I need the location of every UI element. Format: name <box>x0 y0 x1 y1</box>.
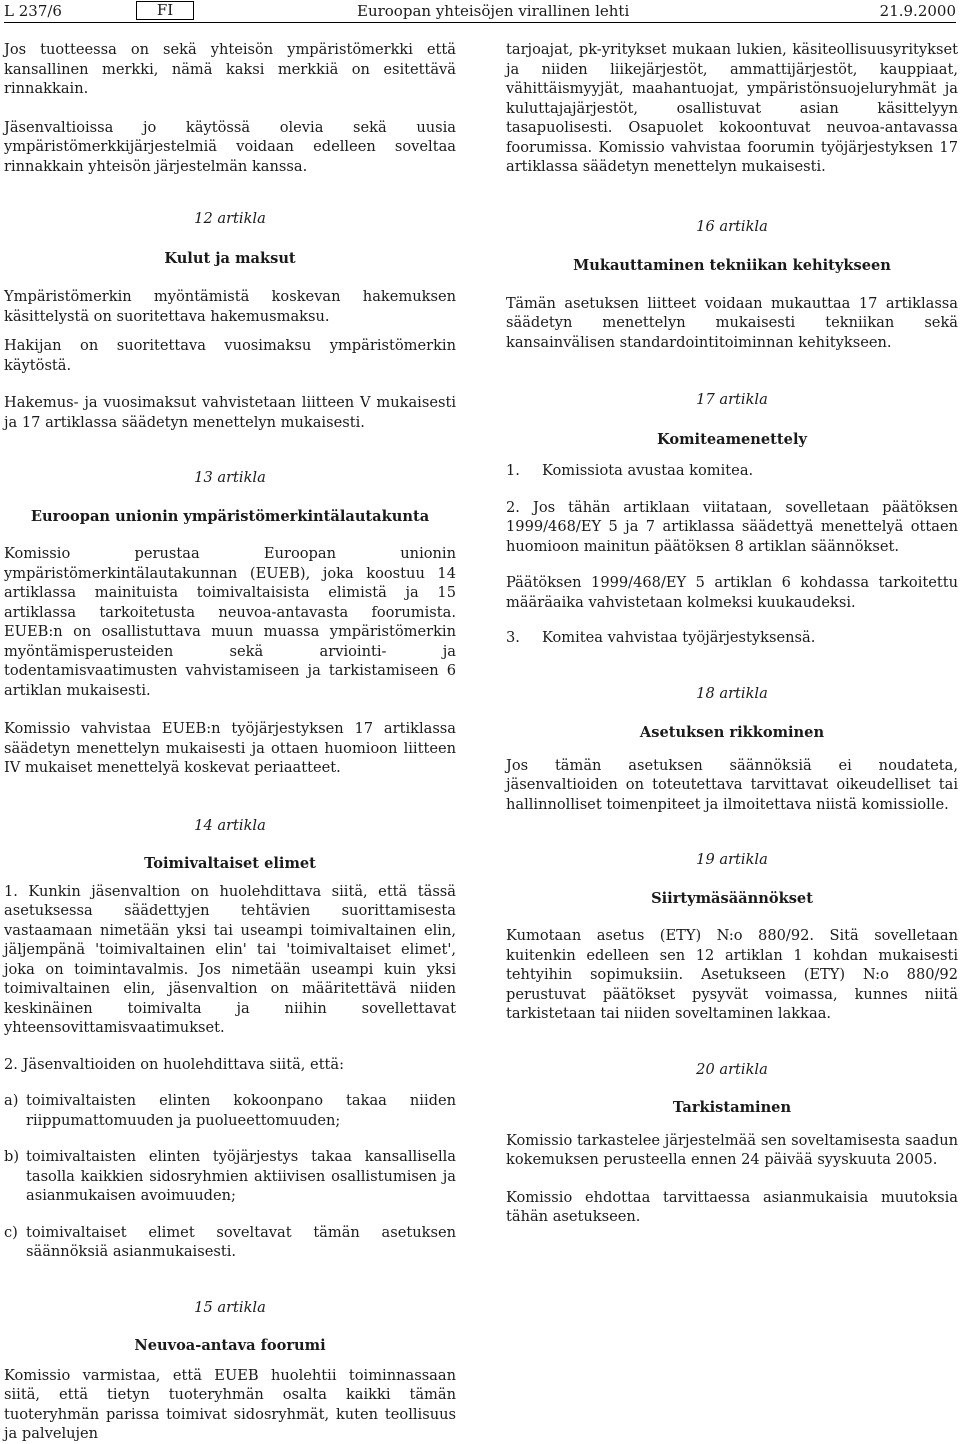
list-item-label: c) <box>4 1223 18 1241</box>
paragraph: Jos tuotteessa on sekä yhteisön ympäristömerkki että kansallinen merkki, nämä kaksi merkkiä on esitettävä rinnakkain. <box>4 41 456 97</box>
paragraph: Komissio ehdottaa tarvittaessa asianmukaisia muutoksia tähän asetukseen. <box>506 1188 958 1225</box>
paragraph: Komissio perustaa Euroopan unionin ympäristömerkintälautakunnan (EUEB), joka koostuu 14 artiklassa mainituista toimivaltaisista elimistä ja 15 artiklassa tarkoitetusta neuvoa-antavasta foorumista. EUEB:n on osallistuttava muun muassa ympäristömerkin myöntämisperusteiden sekä arviointi- ja todentamisvaatimusten vahvistamiseen ja tarkistamiseen 6 artiklan mukaisesti. <box>4 545 456 699</box>
article-title: Asetuksen rikkominen <box>639 724 825 741</box>
list-item-label: b) <box>4 1148 20 1165</box>
paragraph: Tämän asetuksen liitteet voidaan mukauttaa 17 artiklassa säädetyn menettelyn mukaisesti tekniikan sekä kansainvälisen standardointitoiminnan kehitykseen. <box>506 294 958 351</box>
paragraph: tarjoajat, pk-yritykset mukaan lukien, käsiteollisuusyritykset ja niiden liikejärjestöt, ammattijärjestöt, kauppiaat, vähittäismyyjät, maahantuojat, ympäristönsuojeluryhmät ja kuluttajajärjestöt, osallistuvat asian käsittelyyn tasapuolisesti. Osapuolet kokoontuvat neuvoa-antavassa foorumissa. Komissio vahvistaa foorumin työjärjestyksen 17 artiklassa säädetyn menettelyn mukaisesti. <box>506 41 958 175</box>
paragraph: Jäsenvaltioissa jo käytössä olevia sekä uusia ympäristömerkkijärjestelmiä voidaan edelleen soveltaa rinnakkain yhteisön järjestelmän kanssa. <box>4 118 456 175</box>
paragraph-text: Komitea vahvistaa työjärjestyksensä. <box>542 629 816 646</box>
numbered-paragraph <box>506 461 958 481</box>
article-number: 12 artikla <box>194 210 266 227</box>
article-number: 20 artikla <box>696 1060 768 1078</box>
paragraph: Hakijan on suoritettava vuosimaksu ympäristömerkin käytöstä. <box>4 337 456 374</box>
numbered-paragraph <box>506 628 958 648</box>
article-number: 13 artikla <box>194 469 266 486</box>
paragraph: Ympäristömerkin myöntämistä koskevan hakemuksen käsittelystä on suoritettava hakemusmaksu. <box>4 288 456 325</box>
header-rule <box>4 22 956 23</box>
paragraph: Komissio tarkastelee järjestelmää sen soveltamisesta saadun kokemuksen perusteella ennen 24 päivää syyskuuta 2005. <box>506 1131 958 1168</box>
paragraph: Komissio vahvistaa EUEB:n työjärjestyksen 17 artiklassa säädetyn menettelyn mukaisesti ja ottaen huomioon liitteen IV mukaiset menettelyä koskevat periaatteet. <box>4 720 456 776</box>
article-title: Euroopan unionin ympäristömerkintälautakunta <box>30 507 430 525</box>
article-number: 17 artikla <box>696 391 768 408</box>
paragraph-number: 3. <box>506 629 520 646</box>
list-item <box>4 1223 456 1262</box>
list-item <box>4 1091 456 1130</box>
journal-reference: L 237/6 <box>4 2 62 20</box>
article-title: Tarkistaminen <box>672 1099 792 1116</box>
article-title: Siirtymäsäännökset <box>651 889 813 907</box>
paragraph: Päätöksen 1999/468/EY 5 artiklan 6 kohdassa tarkoitettu määräaika vahvistetaan kolmeksi kuukaudeksi. <box>506 574 958 611</box>
left-column <box>4 40 456 1444</box>
paragraph: Hakemus- ja vuosimaksut vahvistetaan liitteen V mukaisesti ja 17 artiklassa säädetyn menettelyn mukaisesti. <box>4 394 456 431</box>
paragraph: Jos tämän asetuksen säännöksiä ei noudateta, jäsenvaltioiden on toteutettava tarvittavat oikeudelliset tai hallinnolliset toimenpiteet ja ilmoitettava niistä komissiolle. <box>506 756 958 813</box>
article-number: 14 artikla <box>194 816 266 834</box>
article-title: Toimivaltaiset elimet <box>144 855 316 872</box>
article-title: Komiteamenettely <box>657 430 807 448</box>
paragraph: 2. Jos tähän artiklaan viitataan, sovelletaan päätöksen 1999/468/EY 5 ja 7 artiklassa säädettyä menettelyä ottaen huomioon mainitun päätöksen 8 artiklan säännökset. <box>506 498 958 555</box>
paragraph: Kumotaan asetus (ETY) N:o 880/92. Sitä sovelletaan kuitenkin edelleen sen 12 artiklan 1 kohdan mukaisesti tehtyihin sopimuksiin. Asetukseen (ETY) N:o 880/92 perustuvat päätökset pysyvät voimassa, kunnes niitä tarkistetaan tai niiden soveltaminen lakkaa. <box>506 927 958 1022</box>
right-column <box>506 40 958 1227</box>
language-box: FI <box>136 1 194 20</box>
article-number: 16 artikla <box>696 217 768 235</box>
list-item-text: toimivaltaisten elinten työjärjestys takaa kansallisella tasolla kaikkien sidosryhmien aktiivisen osallistumisen ja asianmukaisen avoimuuden; <box>26 1148 456 1204</box>
article-title: Mukauttaminen tekniikan kehitykseen <box>573 257 891 274</box>
list-item-text: toimivaltaiset elimet soveltavat tämän asetuksen säännöksiä asianmukaisesti. <box>26 1223 456 1260</box>
article-number: 19 artikla <box>696 851 768 868</box>
paragraph: Komissio varmistaa, että EUEB huolehtii toiminnassaan siitä, että tietyn tuoteryhmän osalta kaikki tämän tuoteryhmän parissa toimivat sidosryhmät, kuten teollisuus ja palvelujen <box>4 1366 456 1442</box>
publication-date: 21.9.2000 <box>879 2 956 20</box>
paragraph: 2. Jäsenvaltioiden on huolehdittava siitä, että: <box>4 1055 345 1073</box>
list-item <box>4 1147 456 1206</box>
paragraph-text: Komissiota avustaa komitea. <box>542 462 754 479</box>
article-title: Neuvoa-antava foorumi <box>134 1337 326 1354</box>
list-item-label: a) <box>4 1092 19 1109</box>
paragraph-number: 1. <box>506 462 520 479</box>
paragraph: 1. Kunkin jäsenvaltion on huolehdittava siitä, että tässä asetuksessa säädettyjen tehtävien suorittamisesta vastaamaan nimetään yksi tai useampi toimivaltainen elin, jäljempänä 'toimivaltainen elin' tai 'toimivaltaiset elimet', joka on toimintavalmis. Jos nimetään useampi kuin yksi toimivaltainen elin, jäsenvaltion on määritettävä niiden keskinäinen toimivalta ja niihin sovellettavat yhteensovittamisvaatimukset. <box>4 882 456 1036</box>
list-item-text: toimivaltaisten elinten kokoonpano takaa niiden riippumattomuuden ja puolueettomuuden; <box>26 1092 456 1129</box>
article-number: 15 artikla <box>194 1298 266 1316</box>
article-number: 18 artikla <box>696 684 768 702</box>
article-title: Kulut ja maksut <box>164 249 296 267</box>
page-header <box>0 0 960 22</box>
journal-title: Euroopan yhteisöjen virallinen lehti <box>357 2 630 20</box>
